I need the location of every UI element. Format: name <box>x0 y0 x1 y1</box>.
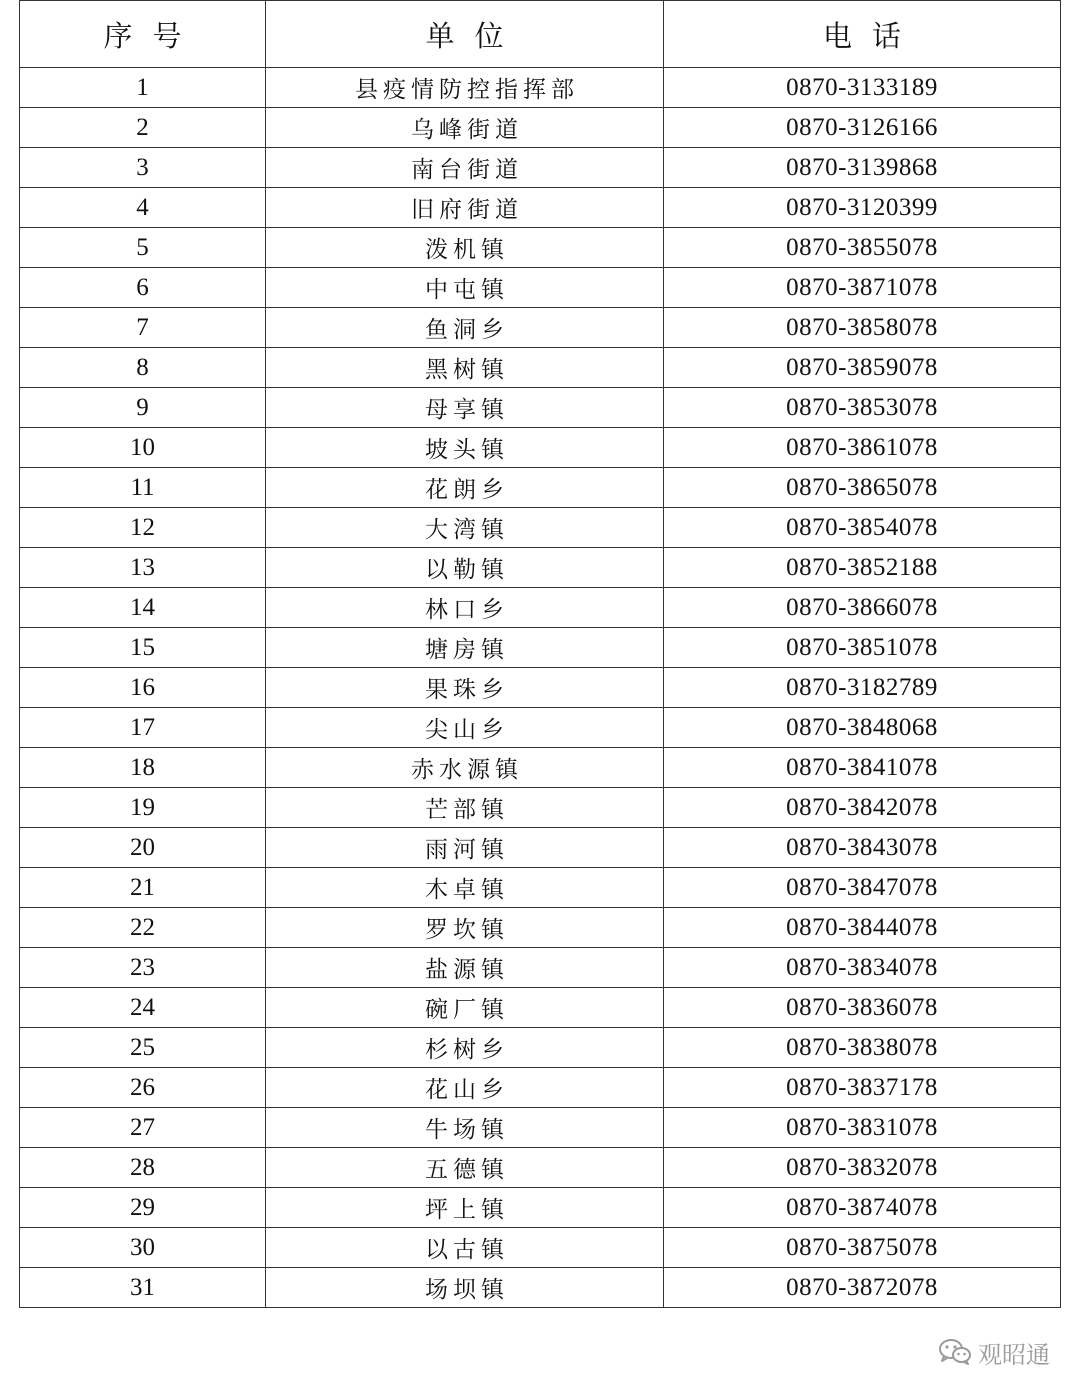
seq-cell: 8 <box>20 348 266 388</box>
table-row <box>20 708 1061 748</box>
seq-cell: 3 <box>20 148 266 188</box>
table-row <box>20 268 1061 308</box>
phone-cell: 0870-3182789 <box>664 668 1061 708</box>
unit-cell: 罗坎镇 <box>266 908 664 948</box>
table-row <box>20 1148 1061 1188</box>
phone-cell: 0870-3120399 <box>664 188 1061 228</box>
table-row <box>20 548 1061 588</box>
table-row <box>20 508 1061 548</box>
phone-cell: 0870-3858078 <box>664 308 1061 348</box>
phone-cell: 0870-3843078 <box>664 828 1061 868</box>
phone-cell: 0870-3848068 <box>664 708 1061 748</box>
phone-cell: 0870-3836078 <box>664 988 1061 1028</box>
phone-cell: 0870-3859078 <box>664 348 1061 388</box>
table-header-row <box>20 1 1061 68</box>
table-row <box>20 188 1061 228</box>
seq-cell: 27 <box>20 1108 266 1148</box>
seq-cell: 7 <box>20 308 266 348</box>
phone-cell: 0870-3865078 <box>664 468 1061 508</box>
seq-cell: 17 <box>20 708 266 748</box>
unit-cell: 黑树镇 <box>266 348 664 388</box>
table-row <box>20 468 1061 508</box>
table-row <box>20 228 1061 268</box>
seq-cell: 6 <box>20 268 266 308</box>
unit-cell: 花朗乡 <box>266 468 664 508</box>
phone-cell: 0870-3838078 <box>664 1028 1061 1068</box>
watermark <box>938 1336 1050 1368</box>
unit-cell: 以勒镇 <box>266 548 664 588</box>
unit-cell: 坡头镇 <box>266 428 664 468</box>
unit-cell: 盐源镇 <box>266 948 664 988</box>
table-row <box>20 108 1061 148</box>
unit-cell: 塘房镇 <box>266 628 664 668</box>
phone-cell: 0870-3854078 <box>664 508 1061 548</box>
seq-cell: 1 <box>20 68 266 108</box>
phone-cell: 0870-3847078 <box>664 868 1061 908</box>
unit-cell: 赤水源镇 <box>266 748 664 788</box>
table-row <box>20 668 1061 708</box>
seq-cell: 9 <box>20 388 266 428</box>
watermark-text: 观昭通 <box>978 1340 1050 1369</box>
seq-cell: 4 <box>20 188 266 228</box>
phone-cell: 0870-3831078 <box>664 1108 1061 1148</box>
unit-cell: 县疫情防控指挥部 <box>266 68 664 108</box>
seq-cell: 29 <box>20 1188 266 1228</box>
seq-cell: 13 <box>20 548 266 588</box>
seq-cell: 12 <box>20 508 266 548</box>
seq-cell: 26 <box>20 1068 266 1108</box>
unit-cell: 五德镇 <box>266 1148 664 1188</box>
unit-cell: 花山乡 <box>266 1068 664 1108</box>
unit-cell: 尖山乡 <box>266 708 664 748</box>
seq-cell: 2 <box>20 108 266 148</box>
unit-cell: 乌峰街道 <box>266 108 664 148</box>
table-row <box>20 1188 1061 1228</box>
phone-cell: 0870-3837178 <box>664 1068 1061 1108</box>
header-unit: 单位 <box>266 1 664 68</box>
seq-cell: 15 <box>20 628 266 668</box>
table-row <box>20 308 1061 348</box>
unit-cell: 牛场镇 <box>266 1108 664 1148</box>
table-row <box>20 828 1061 868</box>
unit-cell: 碗厂镇 <box>266 988 664 1028</box>
phone-cell: 0870-3841078 <box>664 748 1061 788</box>
table-row <box>20 948 1061 988</box>
phone-cell: 0870-3133189 <box>664 68 1061 108</box>
table-row <box>20 788 1061 828</box>
seq-cell: 14 <box>20 588 266 628</box>
table-row <box>20 588 1061 628</box>
table-body <box>20 68 1061 1308</box>
unit-cell: 鱼洞乡 <box>266 308 664 348</box>
unit-cell: 泼机镇 <box>266 228 664 268</box>
wechat-icon <box>938 1338 972 1366</box>
phone-cell: 0870-3861078 <box>664 428 1061 468</box>
contact-table <box>19 0 1061 1308</box>
unit-cell: 南台街道 <box>266 148 664 188</box>
phone-cell: 0870-3832078 <box>664 1148 1061 1188</box>
seq-cell: 30 <box>20 1228 266 1268</box>
phone-cell: 0870-3851078 <box>664 628 1061 668</box>
unit-cell: 旧府街道 <box>266 188 664 228</box>
table-row <box>20 388 1061 428</box>
seq-cell: 31 <box>20 1268 266 1308</box>
seq-cell: 25 <box>20 1028 266 1068</box>
table-row <box>20 1108 1061 1148</box>
seq-cell: 22 <box>20 908 266 948</box>
phone-cell: 0870-3872078 <box>664 1268 1061 1308</box>
table-row <box>20 428 1061 468</box>
seq-cell: 20 <box>20 828 266 868</box>
phone-cell: 0870-3842078 <box>664 788 1061 828</box>
table-row <box>20 1228 1061 1268</box>
table-row <box>20 348 1061 388</box>
table-row <box>20 68 1061 108</box>
table-row <box>20 908 1061 948</box>
seq-cell: 24 <box>20 988 266 1028</box>
table-row <box>20 1268 1061 1308</box>
table-row <box>20 1068 1061 1108</box>
phone-cell: 0870-3855078 <box>664 228 1061 268</box>
seq-cell: 28 <box>20 1148 266 1188</box>
seq-cell: 5 <box>20 228 266 268</box>
header-seq: 序号 <box>20 1 266 68</box>
unit-cell: 雨河镇 <box>266 828 664 868</box>
phone-cell: 0870-3139868 <box>664 148 1061 188</box>
table-row <box>20 148 1061 188</box>
phone-cell: 0870-3866078 <box>664 588 1061 628</box>
unit-cell: 坪上镇 <box>266 1188 664 1228</box>
phone-cell: 0870-3844078 <box>664 908 1061 948</box>
unit-cell: 母享镇 <box>266 388 664 428</box>
table-row <box>20 988 1061 1028</box>
phone-cell: 0870-3874078 <box>664 1188 1061 1228</box>
seq-cell: 10 <box>20 428 266 468</box>
unit-cell: 林口乡 <box>266 588 664 628</box>
header-phone: 电话 <box>664 1 1061 68</box>
phone-cell: 0870-3871078 <box>664 268 1061 308</box>
phone-cell: 0870-3126166 <box>664 108 1061 148</box>
phone-cell: 0870-3834078 <box>664 948 1061 988</box>
phone-cell: 0870-3852188 <box>664 548 1061 588</box>
seq-cell: 23 <box>20 948 266 988</box>
unit-cell: 大湾镇 <box>266 508 664 548</box>
seq-cell: 11 <box>20 468 266 508</box>
table-row <box>20 628 1061 668</box>
table-row <box>20 868 1061 908</box>
unit-cell: 芒部镇 <box>266 788 664 828</box>
phone-cell: 0870-3875078 <box>664 1228 1061 1268</box>
unit-cell: 以古镇 <box>266 1228 664 1268</box>
unit-cell: 杉树乡 <box>266 1028 664 1068</box>
unit-cell: 中屯镇 <box>266 268 664 308</box>
seq-cell: 16 <box>20 668 266 708</box>
seq-cell: 18 <box>20 748 266 788</box>
unit-cell: 木卓镇 <box>266 868 664 908</box>
table-row <box>20 748 1061 788</box>
seq-cell: 19 <box>20 788 266 828</box>
unit-cell: 场坝镇 <box>266 1268 664 1308</box>
phone-cell: 0870-3853078 <box>664 388 1061 428</box>
seq-cell: 21 <box>20 868 266 908</box>
table-row <box>20 1028 1061 1068</box>
unit-cell: 果珠乡 <box>266 668 664 708</box>
